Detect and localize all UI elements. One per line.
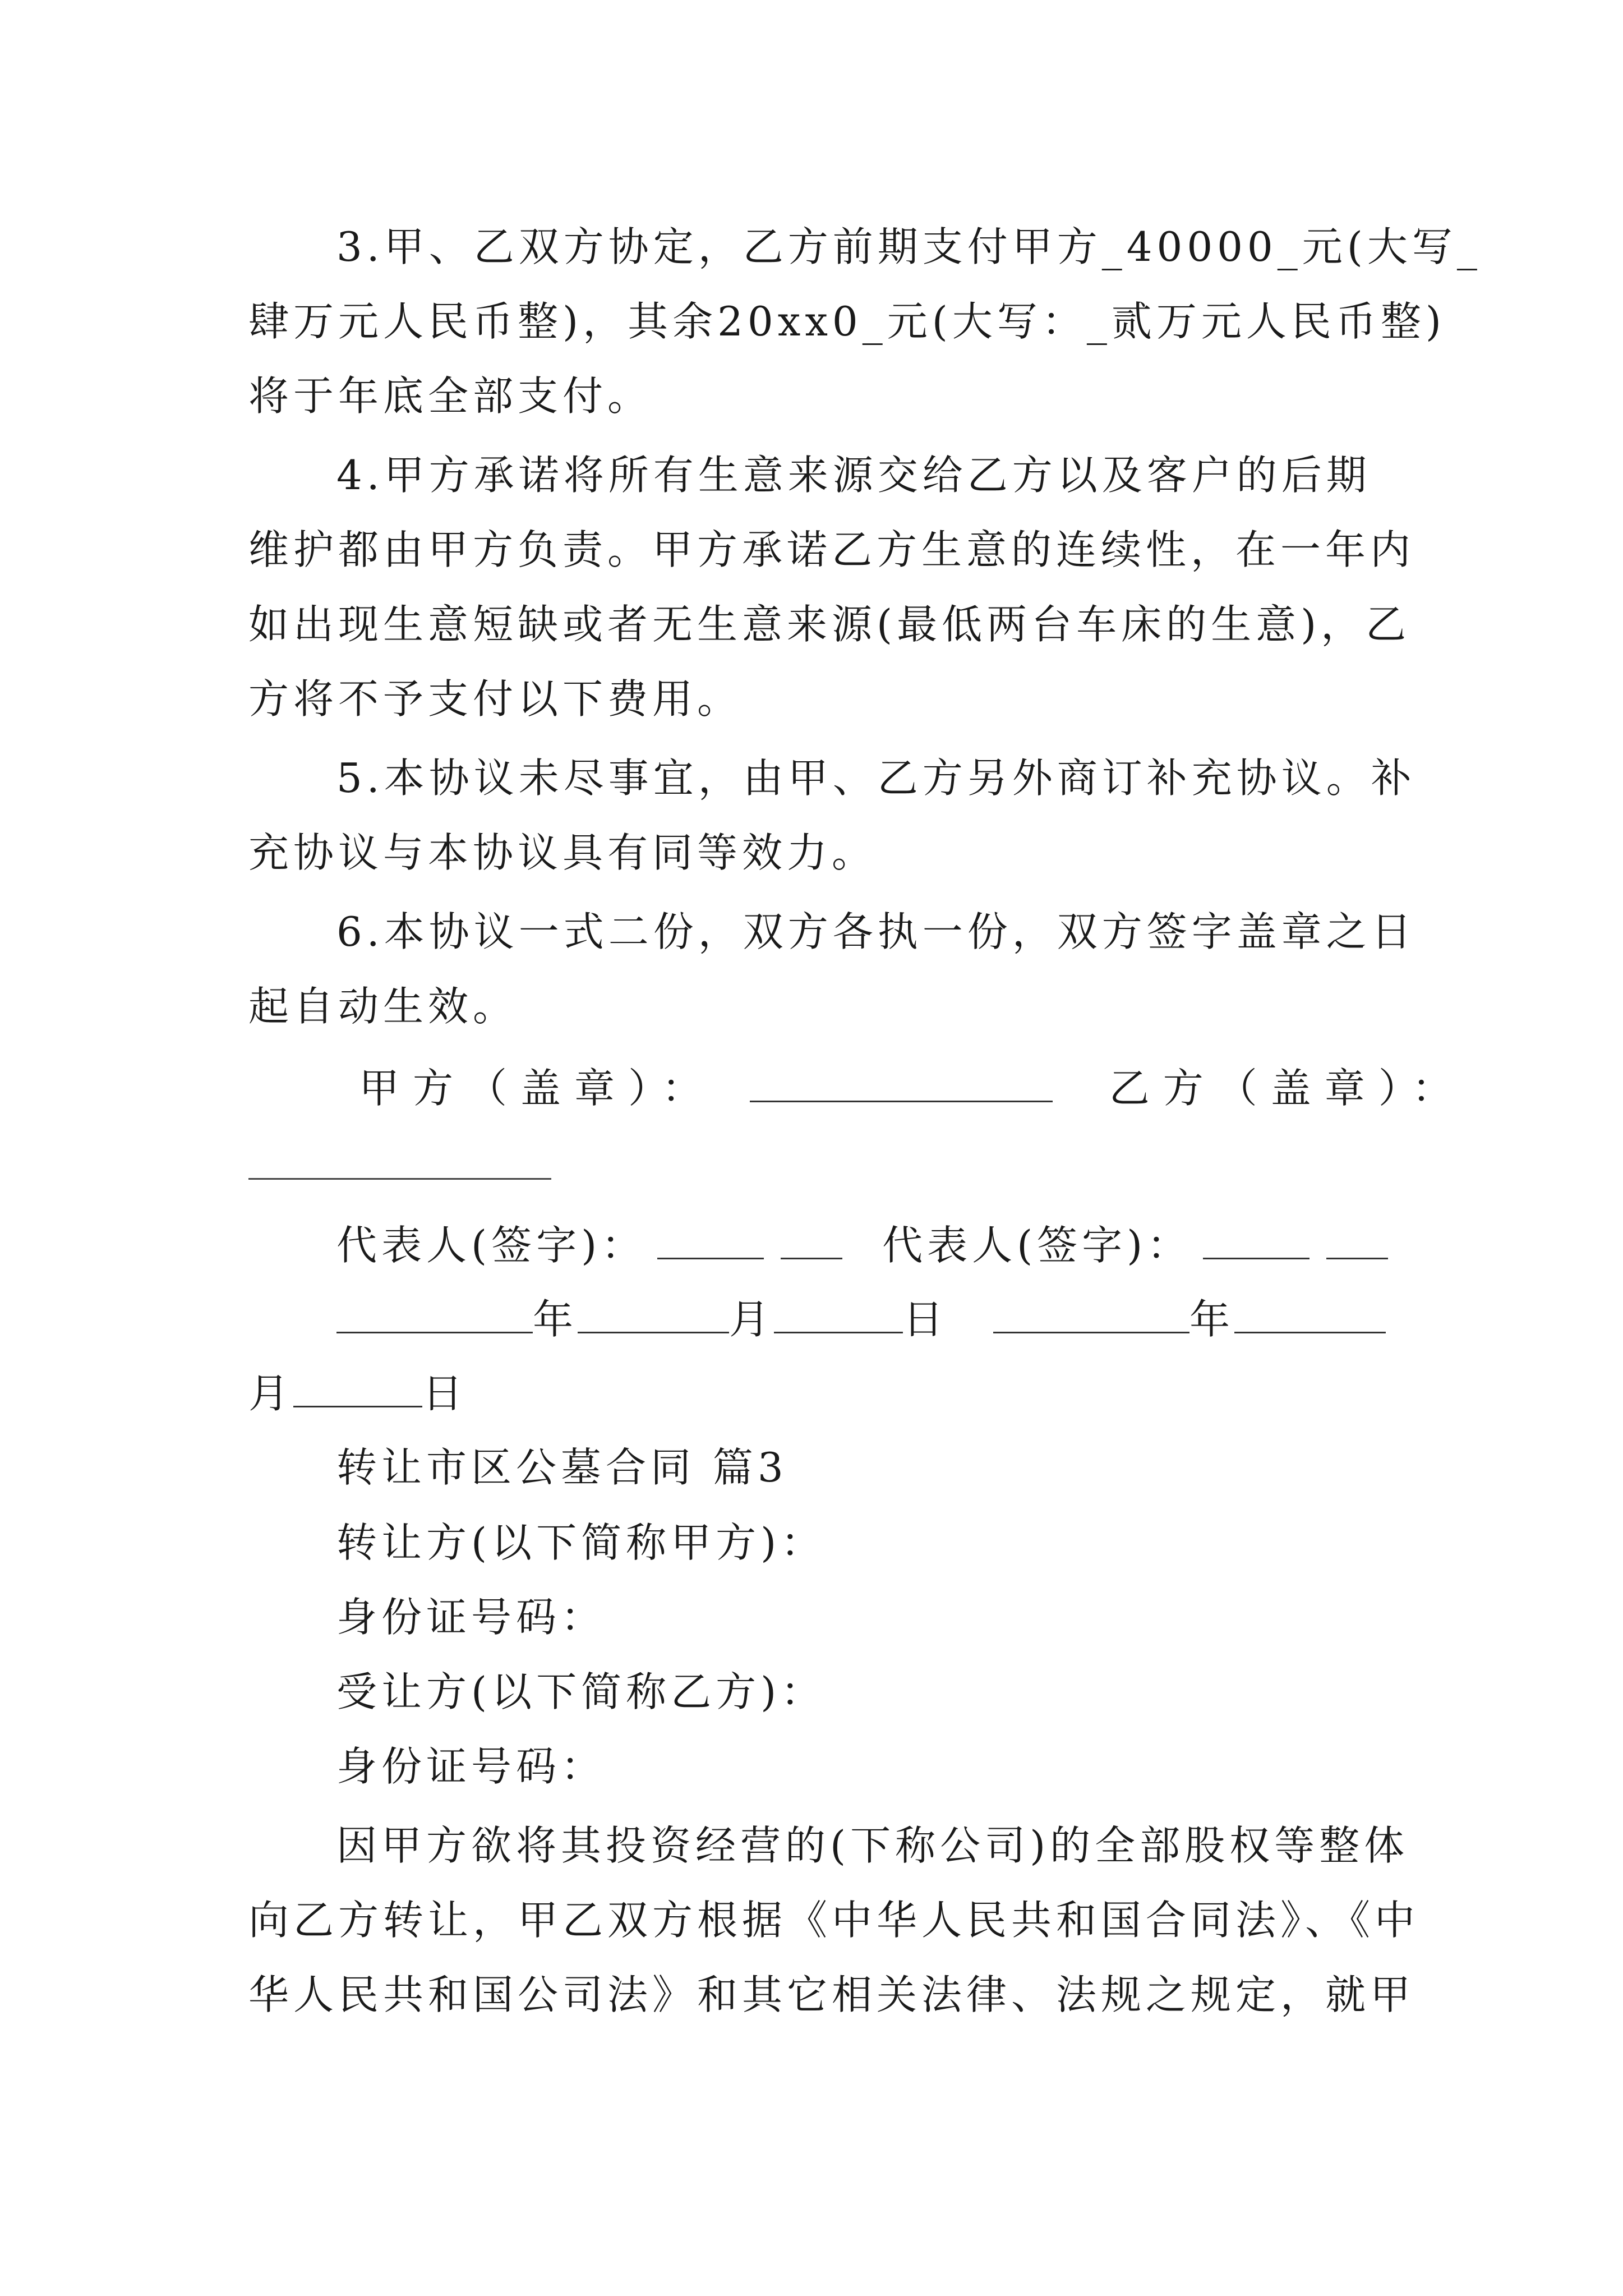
rep-a-blank-2 xyxy=(781,1218,842,1259)
clause-3-line-1: 3.甲、乙双方协定，乙方前期支付甲方_40000_元(大写_ xyxy=(336,223,1482,270)
party-a-seal-blank xyxy=(750,1061,1053,1102)
clause-5-line-1: 5.本协议未尽事宜，由甲、乙方另外商订补充协议。补 xyxy=(336,754,1416,802)
clause-4-line-4: 方将不予支付以下费用。 xyxy=(248,675,743,723)
rep-b-blank-2 xyxy=(1326,1218,1388,1259)
clause-4-line-1: 4.甲方承诺将所有生意来源交给乙方以及客户的后期 xyxy=(336,452,1371,499)
year-a-label: 年 xyxy=(533,1296,578,1343)
clause-6-line-1: 6.本协议一式二份，双方各执一份，双方签字盖章之日 xyxy=(336,908,1416,955)
clause-5-line-2: 充协议与本协议具有同等效力。 xyxy=(248,829,877,876)
day-b-label: 日 xyxy=(422,1370,468,1417)
intro-line-1: 因甲方欲将其投资经营的(下称公司)的全部股权等整体 xyxy=(336,1822,1409,1869)
intro-line-3: 华人民共和国公司法》和其它相关法律、法规之规定，就甲 xyxy=(248,1971,1415,2018)
intro-line-2: 向乙方转让，甲乙双方根据《中华人民共和国合同法》、《中 xyxy=(248,1897,1420,1944)
party-b-seal-label: 乙方（盖章）： xyxy=(1109,1065,1466,1112)
rep-b-blank-1 xyxy=(1203,1218,1310,1259)
transferee-id-label: 身份证号码： xyxy=(336,1743,606,1790)
section-3-heading: 转让市区公墓合同 篇3 xyxy=(336,1444,788,1491)
month-b-label: 月 xyxy=(248,1370,294,1417)
clause-3-line-2: 肆万元人民币整)，其余20xx0_元(大写：_贰万元人民币整) xyxy=(248,298,1446,345)
clause-3-line-3: 将于年底全部支付。 xyxy=(248,372,653,420)
transferee-label: 受让方(以下简称乙方)： xyxy=(336,1668,826,1715)
month-b-blank xyxy=(1234,1292,1386,1333)
day-a-blank xyxy=(774,1292,903,1333)
month-a-label: 月 xyxy=(729,1296,774,1343)
month-a-blank xyxy=(578,1292,729,1333)
rep-b-label: 代表人(签字)： xyxy=(882,1222,1192,1269)
seal-line xyxy=(359,1060,1466,1116)
day-b-blank xyxy=(293,1366,422,1407)
rep-a-label: 代表人(签字)： xyxy=(336,1222,647,1269)
year-b-blank xyxy=(993,1292,1189,1333)
transferor-label: 转让方(以下简称甲方)： xyxy=(336,1519,826,1566)
party-b-seal-blank xyxy=(248,1178,551,1180)
party-a-seal-label: 甲方（盖章）： xyxy=(359,1065,716,1112)
date-line xyxy=(336,1291,1391,1347)
clause-4-line-3: 如出现生意短缺或者无生意来源(最低两台车床的生意)，乙 xyxy=(248,601,1411,648)
day-a-label: 日 xyxy=(903,1296,948,1343)
transferor-id-label: 身份证号码： xyxy=(336,1594,606,1641)
representative-line xyxy=(336,1217,1391,1273)
year-b-label: 年 xyxy=(1189,1296,1234,1343)
clause-4-line-2: 维护都由甲方负责。甲方承诺乙方生意的连续性，在一年内 xyxy=(248,526,1415,573)
clause-6-line-2: 起自动生效。 xyxy=(248,983,518,1030)
year-a-blank xyxy=(336,1292,533,1333)
rep-a-blank-1 xyxy=(657,1218,764,1259)
date-line-continued xyxy=(248,1365,1387,1421)
